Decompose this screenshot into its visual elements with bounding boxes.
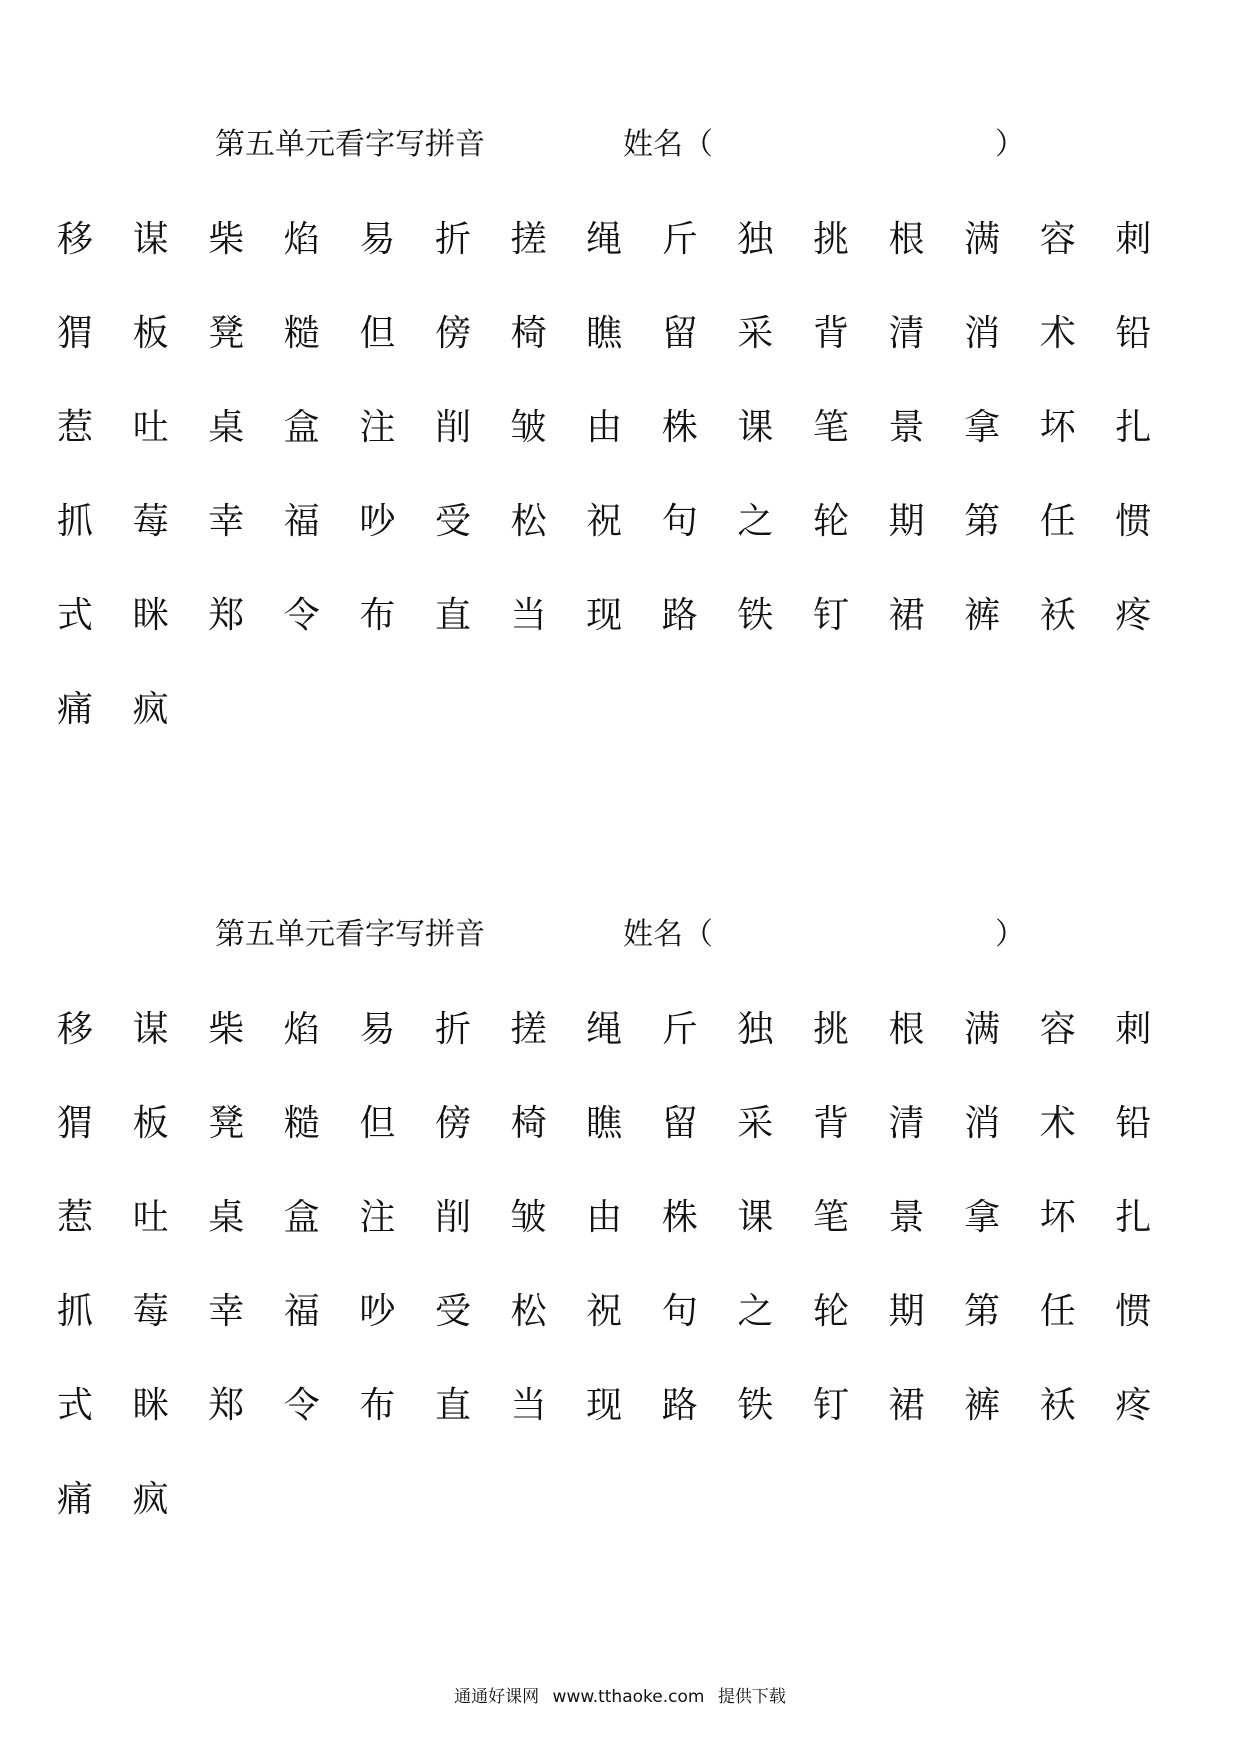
character-cell: 笔 (812, 1197, 849, 1238)
character-cell: 路 (661, 1385, 698, 1426)
character-cell: 挑 (812, 219, 849, 260)
character-cell: 采 (737, 1103, 774, 1144)
character-cell: 绳 (586, 219, 623, 260)
character-cell: 独 (737, 1009, 774, 1050)
character-cell: 焰 (283, 1009, 320, 1050)
character-cell: 板 (132, 1103, 169, 1144)
character-grid (57, 1005, 1197, 1569)
character-cell: 移 (57, 1009, 94, 1050)
character-cell: 折 (434, 219, 471, 260)
character-cell: 凳 (208, 1103, 245, 1144)
footer-url: www.tthaoke.com (552, 1687, 705, 1707)
character-cell: 松 (510, 1291, 547, 1332)
character-cell: 吵 (359, 1291, 396, 1332)
character-cell: 椅 (510, 1103, 547, 1144)
character-cell: 疯 (132, 689, 169, 730)
character-cell: 吐 (132, 1197, 169, 1238)
character-cell: 景 (888, 1197, 925, 1238)
footer-suffix: 提供下载 (717, 1687, 786, 1707)
character-cell: 根 (888, 219, 925, 260)
character-cell: 凳 (208, 313, 245, 354)
character-cell: 句 (661, 1291, 698, 1332)
character-cell: 令 (283, 595, 320, 636)
character-cell: 铁 (737, 595, 774, 636)
character-cell: 削 (434, 407, 471, 448)
character-cell: 课 (737, 1197, 774, 1238)
character-cell: 斤 (661, 219, 698, 260)
character-cell: 消 (964, 1103, 1001, 1144)
character-cell: 惯 (1115, 501, 1152, 542)
character-cell: 谋 (132, 219, 169, 260)
character-cell: 任 (1039, 501, 1076, 542)
character-cell: 幸 (208, 501, 245, 542)
character-cell: 惯 (1115, 1291, 1152, 1332)
character-cell: 坏 (1039, 407, 1076, 448)
character-cell: 但 (359, 1103, 396, 1144)
character-cell: 布 (359, 595, 396, 636)
character-cell: 受 (434, 501, 471, 542)
character-cell: 扎 (1115, 407, 1152, 448)
character-cell: 松 (510, 501, 547, 542)
character-cell: 椅 (510, 313, 547, 354)
name-label: 姓名（ (623, 917, 713, 952)
character-cell: 裤 (964, 1385, 1001, 1426)
character-cell: 满 (964, 1009, 1001, 1050)
character-cell: 裤 (964, 595, 1001, 636)
character-cell: 容 (1039, 1009, 1076, 1050)
character-cell: 折 (434, 1009, 471, 1050)
character-cell: 之 (737, 1291, 774, 1332)
character-cell: 任 (1039, 1291, 1076, 1332)
character-cell: 株 (661, 1197, 698, 1238)
character-cell: 刺 (1115, 219, 1152, 260)
character-cell: 布 (359, 1385, 396, 1426)
character-cell: 钉 (812, 595, 849, 636)
character-cell: 注 (359, 407, 396, 448)
character-cell: 吵 (359, 501, 396, 542)
character-cell: 祝 (586, 1291, 623, 1332)
character-grid (57, 215, 1197, 779)
character-cell: 糙 (283, 313, 320, 354)
character-cell: 搓 (510, 219, 547, 260)
worksheet-title: 第五单元看字写拼音 (215, 917, 485, 952)
character-cell: 抓 (57, 501, 94, 542)
character-cell: 桌 (208, 1197, 245, 1238)
character-cell: 糙 (283, 1103, 320, 1144)
character-cell: 笔 (812, 407, 849, 448)
character-cell: 拿 (964, 1197, 1001, 1238)
character-cell: 第 (964, 501, 1001, 542)
character-cell: 焰 (283, 219, 320, 260)
character-cell: 疼 (1115, 1385, 1152, 1426)
character-cell: 轮 (812, 501, 849, 542)
character-cell: 傍 (434, 1103, 471, 1144)
character-cell: 痛 (57, 1479, 94, 1520)
character-cell: 疼 (1115, 595, 1152, 636)
character-cell: 背 (812, 1103, 849, 1144)
character-cell: 钉 (812, 1385, 849, 1426)
character-cell: 疯 (132, 1479, 169, 1520)
character-cell: 独 (737, 219, 774, 260)
character-cell: 留 (661, 313, 698, 354)
character-cell: 皱 (510, 407, 547, 448)
character-cell: 由 (586, 1197, 623, 1238)
character-cell: 移 (57, 219, 94, 260)
character-cell: 受 (434, 1291, 471, 1332)
name-field-close: ） (995, 127, 1025, 162)
character-cell: 景 (888, 407, 925, 448)
character-cell: 福 (283, 501, 320, 542)
character-cell: 斤 (661, 1009, 698, 1050)
character-cell: 式 (57, 1385, 94, 1426)
character-cell: 株 (661, 407, 698, 448)
character-cell: 柴 (208, 1009, 245, 1050)
character-cell: 幸 (208, 1291, 245, 1332)
character-cell: 盒 (283, 1197, 320, 1238)
character-cell: 祝 (586, 501, 623, 542)
character-cell: 挑 (812, 1009, 849, 1050)
character-cell: 轮 (812, 1291, 849, 1332)
character-cell: 易 (359, 1009, 396, 1050)
character-cell: 第 (964, 1291, 1001, 1332)
character-cell: 板 (132, 313, 169, 354)
character-cell: 坏 (1039, 1197, 1076, 1238)
character-cell: 直 (434, 595, 471, 636)
character-cell: 直 (434, 1385, 471, 1426)
character-cell: 惹 (57, 1197, 94, 1238)
character-cell: 瞧 (586, 313, 623, 354)
character-cell: 瞧 (586, 1103, 623, 1144)
character-cell: 课 (737, 407, 774, 448)
character-cell: 由 (586, 407, 623, 448)
character-cell: 盒 (283, 407, 320, 448)
character-cell: 当 (510, 595, 547, 636)
character-cell: 消 (964, 313, 1001, 354)
character-cell: 但 (359, 313, 396, 354)
footer-site-name: 通通好课网 (454, 1687, 540, 1707)
character-cell: 采 (737, 313, 774, 354)
character-cell: 绳 (586, 1009, 623, 1050)
worksheet-title: 第五单元看字写拼音 (215, 127, 485, 162)
character-cell: 扎 (1115, 1197, 1152, 1238)
character-cell: 期 (888, 501, 925, 542)
character-cell: 当 (510, 1385, 547, 1426)
character-cell: 猬 (57, 1103, 94, 1144)
worksheet-header (0, 125, 1240, 165)
character-cell: 惹 (57, 407, 94, 448)
character-cell: 刺 (1115, 1009, 1152, 1050)
character-cell: 傍 (434, 313, 471, 354)
character-cell: 吐 (132, 407, 169, 448)
character-cell: 削 (434, 1197, 471, 1238)
character-cell: 易 (359, 219, 396, 260)
character-cell: 术 (1039, 313, 1076, 354)
character-cell: 容 (1039, 219, 1076, 260)
character-cell: 根 (888, 1009, 925, 1050)
character-cell: 之 (737, 501, 774, 542)
character-cell: 桌 (208, 407, 245, 448)
character-cell: 袄 (1039, 595, 1076, 636)
character-cell: 清 (888, 313, 925, 354)
character-cell: 术 (1039, 1103, 1076, 1144)
character-cell: 痛 (57, 689, 94, 730)
character-cell: 皱 (510, 1197, 547, 1238)
worksheet-header (0, 915, 1240, 955)
character-cell: 期 (888, 1291, 925, 1332)
character-cell: 裙 (888, 595, 925, 636)
character-cell: 路 (661, 595, 698, 636)
character-cell: 留 (661, 1103, 698, 1144)
character-cell: 现 (586, 1385, 623, 1426)
character-cell: 眯 (132, 1385, 169, 1426)
character-cell: 铅 (1115, 313, 1152, 354)
name-label: 姓名（ (623, 127, 713, 162)
character-cell: 猬 (57, 313, 94, 354)
character-cell: 铁 (737, 1385, 774, 1426)
character-cell: 背 (812, 313, 849, 354)
name-field-close: ） (995, 917, 1025, 952)
character-cell: 抓 (57, 1291, 94, 1332)
character-cell: 句 (661, 501, 698, 542)
character-cell: 式 (57, 595, 94, 636)
character-cell: 柴 (208, 219, 245, 260)
character-cell: 袄 (1039, 1385, 1076, 1426)
character-cell: 郑 (208, 595, 245, 636)
character-cell: 谋 (132, 1009, 169, 1050)
character-cell: 福 (283, 1291, 320, 1332)
character-cell: 满 (964, 219, 1001, 260)
character-cell: 注 (359, 1197, 396, 1238)
character-cell: 现 (586, 595, 623, 636)
character-cell: 搓 (510, 1009, 547, 1050)
character-cell: 莓 (132, 1291, 169, 1332)
character-cell: 裙 (888, 1385, 925, 1426)
character-cell: 眯 (132, 595, 169, 636)
character-cell: 令 (283, 1385, 320, 1426)
character-cell: 莓 (132, 501, 169, 542)
character-cell: 铅 (1115, 1103, 1152, 1144)
character-cell: 郑 (208, 1385, 245, 1426)
character-cell: 清 (888, 1103, 925, 1144)
character-cell: 拿 (964, 407, 1001, 448)
page-footer (0, 1682, 1240, 1707)
